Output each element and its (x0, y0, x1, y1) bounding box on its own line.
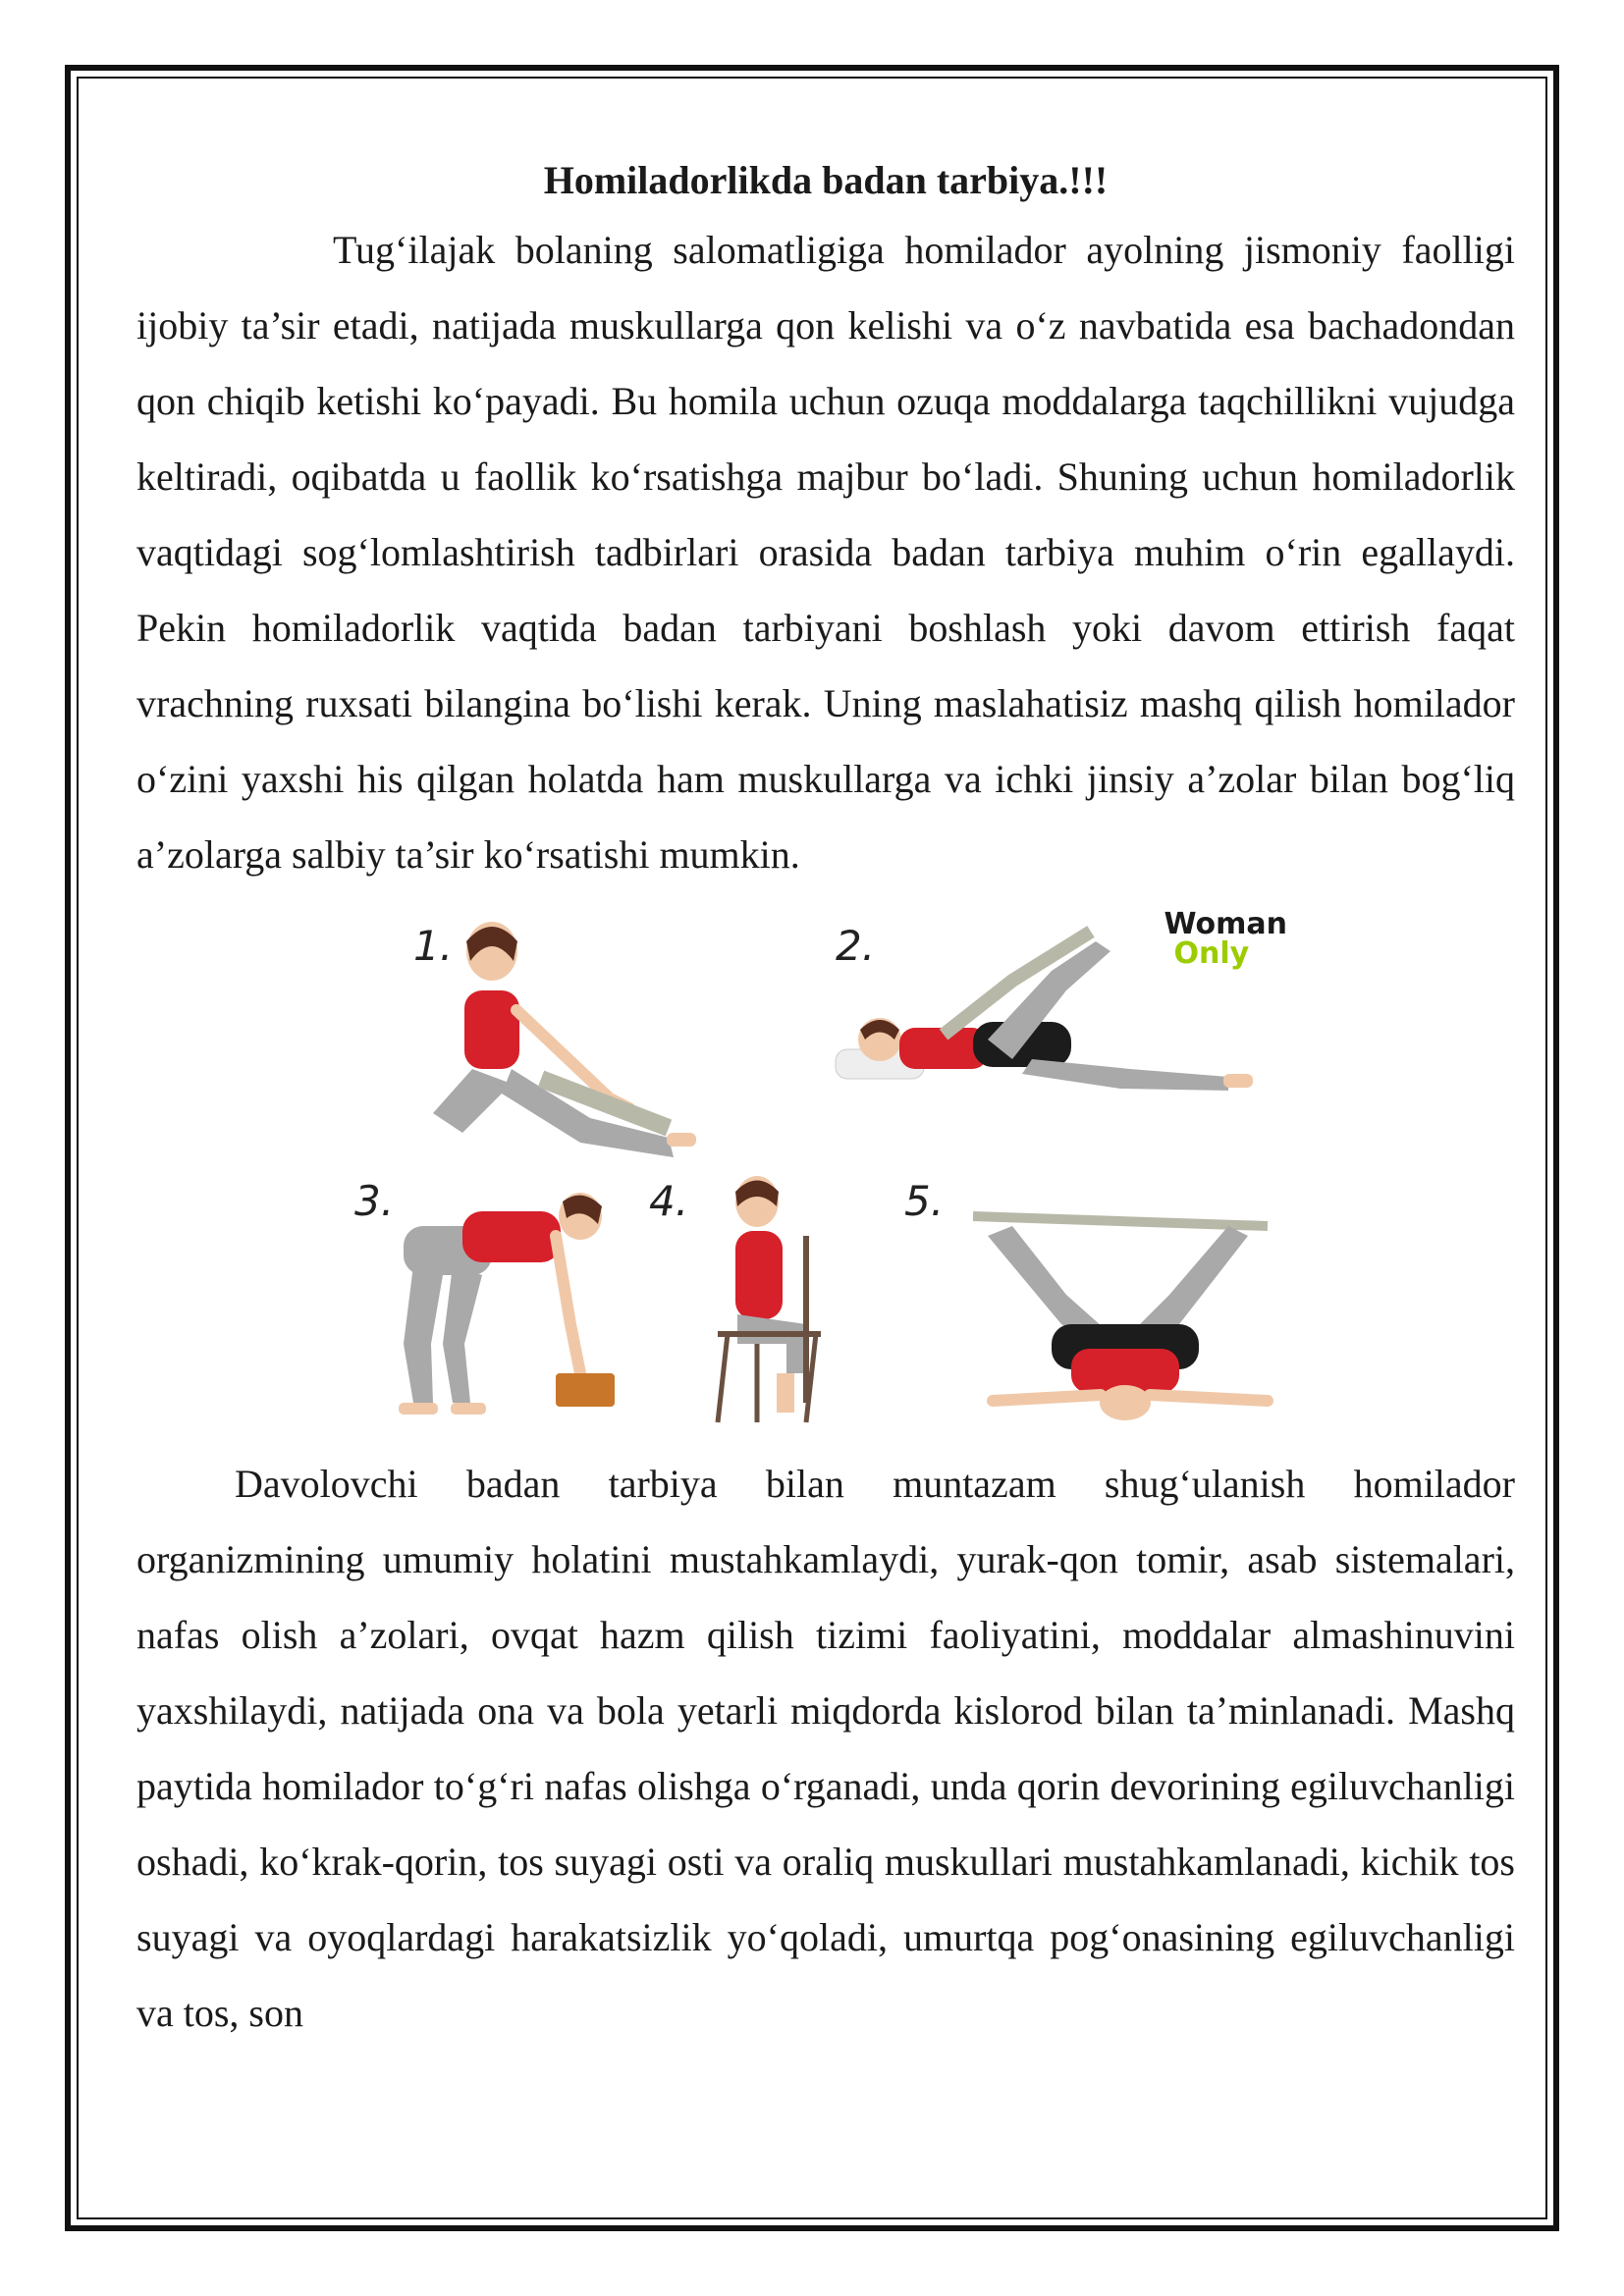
exercise-figure-4 (718, 1176, 821, 1422)
figure-label-1: 1. (413, 922, 454, 970)
exercise-figure-3 (399, 1193, 615, 1415)
document-body (136, 149, 1515, 2051)
paragraph-intro: Tug‘ilajak bolaning salomatligiga homilador ayolning jismoniy faolligi ijobiy ta’sir etadi, natijada muskullarga qon kelishi va o‘z navbatida esa bachadondan qon chiqib ketishi ko‘payadi. Bu homila uchun ozuqa moddalarga taqchillikni vujudga keltiradi, oqibatda u faollik ko‘rsatishga majbur bo‘ladi. Shuning uchun homiladorlik vaqtidagi sog‘lomlashtirish tadbirlari orasida badan tarbiya muhim o‘rin egallaydi. Pekin homiladorlik vaqtida badan tarbiyani boshlash yoki davom ettirish faqat vrachning ruxsati bilangina bo‘lishi kerak. Uning maslahatisiz mashq qilish homilador o‘zini yaxshi his qilgan holatda ham muskullarga va ichki jinsiy a’zolar bilan bog‘liq a’zolarga salbiy ta’sir ko‘rsatishi mumkin. (136, 228, 1515, 877)
document-title: Homiladorlikda badan tarbiya.!!! (543, 158, 1109, 202)
logo-text-only: Only (1173, 936, 1250, 971)
paragraph-body: Davolovchi badan tarbiya bilan muntazam shug‘ulanish homilador organizmining umumiy holatini mustahkamlaydi, yurak-qon tomir, asab sistemalari, nafas olish a’zolari, ovqat hazm qilish tizimi faoliyatini, moddalar almashinuvini yaxshilaydi, natijada ona va bola yetarli miqdorda kislorod bilan ta’minlanadi. Mashq paytida homilador to‘g‘ri nafas olishga o‘rganadi, unda qorin devorining egiluvchanligi oshadi, ko‘krak-qorin, tos suyagi osti va oraliq muskullari mustahkamlanadi, kichik tos suyagi va oyoqlardagi harakatsizlik yo‘qoladi, umurtqa pog‘onasining egiluvchanligi va tos, son (136, 1462, 1515, 2035)
figure-label-2: 2. (836, 922, 876, 970)
logo-text-woman: Woman (1164, 907, 1287, 941)
exercise-illustration (345, 907, 1307, 1436)
exercise-figure-1 (433, 922, 696, 1157)
woman-only-logo (1164, 907, 1288, 971)
exercise-figure-5 (973, 1216, 1268, 1420)
figure-label-3: 3. (354, 1177, 395, 1225)
exercise-figures (345, 912, 1307, 1436)
figure-label-4: 4. (649, 1177, 689, 1225)
figure-label-5: 5. (904, 1177, 945, 1225)
